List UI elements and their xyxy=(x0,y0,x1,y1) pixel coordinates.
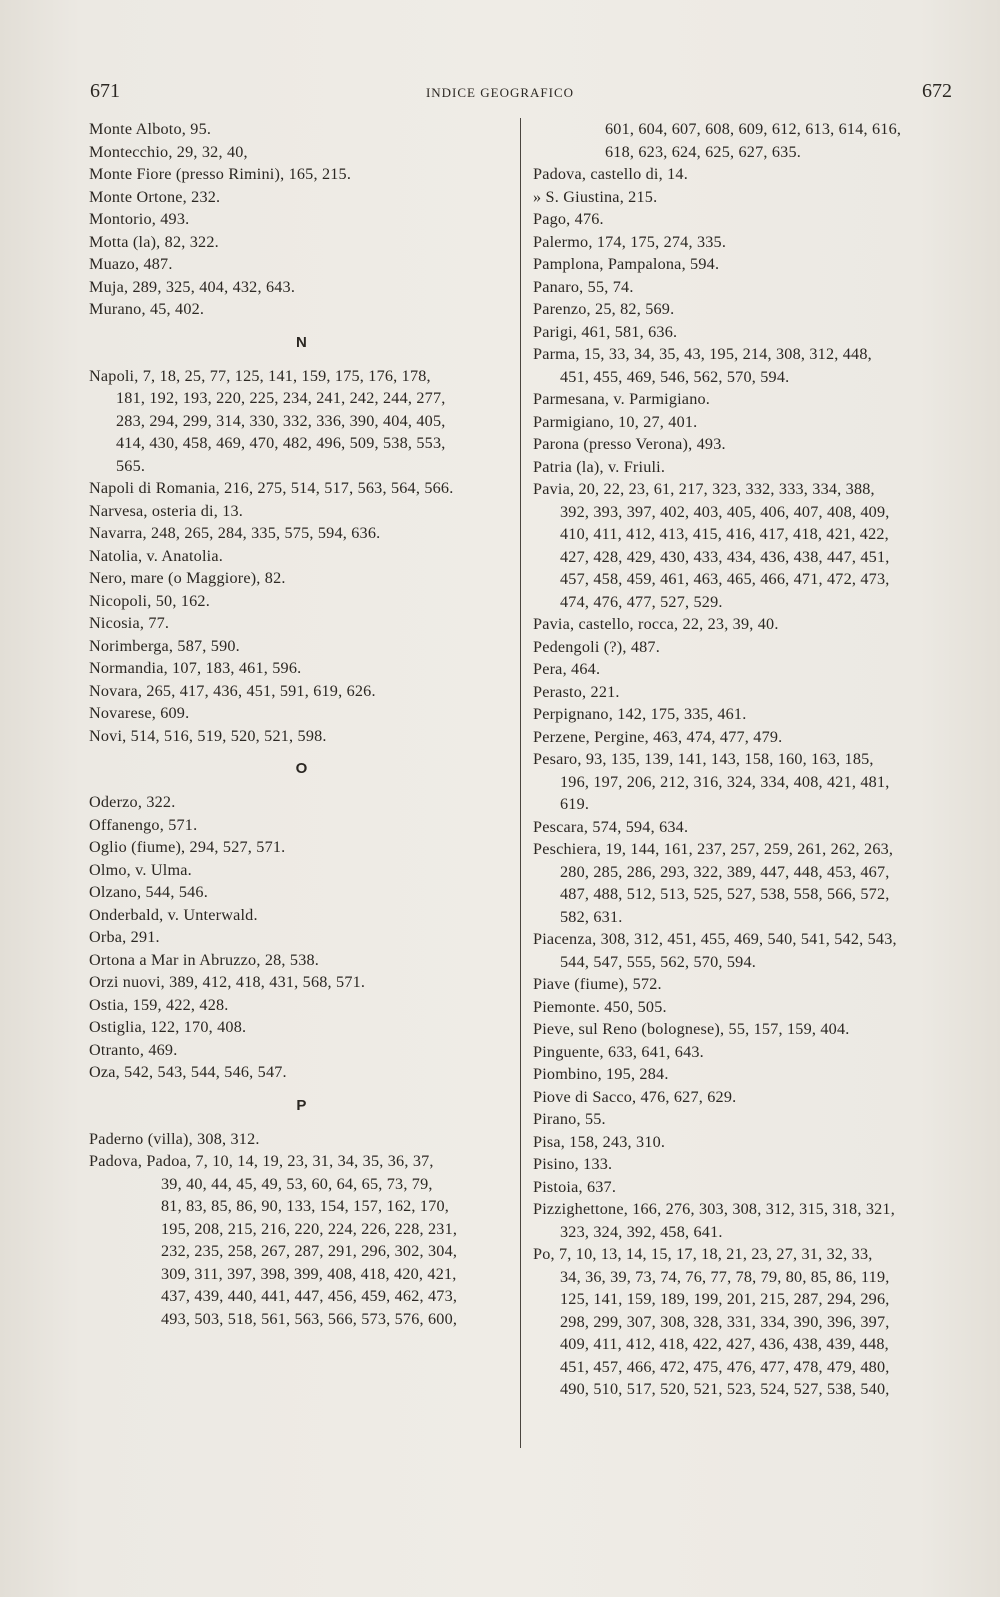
index-entry xyxy=(89,522,514,545)
entry-line: Orzi nuovi, 389, 412, 418, 431, 568, 571. xyxy=(89,973,366,991)
index-entry xyxy=(89,859,514,882)
entry-line: Onderbald, v. Unterwald. xyxy=(89,905,258,924)
entry-line: Panaro, 55, 74. xyxy=(533,277,634,296)
entry-line: Oderzo, 322. xyxy=(89,793,176,811)
section-letter-n: N xyxy=(295,333,308,351)
index-entry xyxy=(89,814,514,837)
entry-line: Pisino, 133. xyxy=(533,1155,613,1173)
index-entry xyxy=(533,838,965,928)
page-number-right: 672 xyxy=(922,80,952,102)
entry-continuation: 487, 488, 512, 513, 525, 527, 538, 558, 566, 572, xyxy=(560,885,890,903)
entry-line: Pavia, 20, 22, 23, 61, 217, 323, 332, 333, 334, 388, xyxy=(533,480,875,498)
entry-line: Po, 7, 10, 13, 14, 15, 17, 18, 21, 23, 27, 31, 32, 33, xyxy=(533,1245,873,1263)
index-entry xyxy=(533,1086,965,1109)
entry-continuation: 196, 197, 206, 212, 316, 324, 334, 408, 421, 481, xyxy=(560,772,890,791)
entry-line: Nicosia, 77. xyxy=(89,614,170,632)
entry-line: Ortona a Mar in Abruzzo, 28, 538. xyxy=(89,950,320,969)
index-entry xyxy=(533,231,965,254)
entry-line: Napoli di Romania, 216, 275, 514, 517, 563, 564, 566. xyxy=(89,479,454,497)
entry-line: Palermo, 174, 175, 274, 335. xyxy=(533,232,727,251)
entry-line: Pedengoli (?), 487. xyxy=(533,637,660,656)
entry-continuation: 451, 457, 466, 472, 475, 476, 477, 478, 479, 480, xyxy=(560,1357,890,1376)
entry-line: Pinguente, 633, 641, 643. xyxy=(533,1042,704,1061)
index-entry xyxy=(533,276,965,299)
index-entry xyxy=(89,971,514,994)
entry-continuation: 392, 393, 397, 402, 403, 405, 406, 407, 408, 409, xyxy=(560,502,890,521)
entry-line: Olmo, v. Ulma. xyxy=(89,860,192,879)
index-entry xyxy=(89,949,514,972)
entry-continuation: 323, 324, 392, 458, 641. xyxy=(560,1222,723,1241)
entry-continuation: 34, 36, 39, 73, 74, 76, 77, 78, 79, 80, 85, 86, 119, xyxy=(560,1267,890,1286)
entry-line: Pizzighettone, 166, 276, 303, 308, 312, 315, 318, 321, xyxy=(533,1200,895,1218)
entry-line: Perasto, 221. xyxy=(533,682,620,701)
entry-line: Offanengo, 571. xyxy=(89,815,198,834)
index-entry xyxy=(89,298,514,321)
entry-line: Piove di Sacco, 476, 627, 629. xyxy=(533,1087,737,1106)
entry-continuation: 427, 428, 429, 430, 433, 434, 436, 438, 447, 451, xyxy=(560,547,890,566)
index-entry xyxy=(89,1150,514,1330)
index-entry xyxy=(89,365,514,478)
entry-continuation: 414, 430, 458, 469, 470, 482, 496, 509, 538, 553, xyxy=(116,434,446,452)
entry-line: Novi, 514, 516, 519, 520, 521, 598. xyxy=(89,726,327,745)
entry-line: Motta (la), 82, 322. xyxy=(89,232,219,251)
index-entry xyxy=(533,1243,965,1401)
index-entry xyxy=(89,1128,514,1151)
entry-continuation: 582, 631. xyxy=(560,907,623,926)
entry-line: » S. Giustina, 215. xyxy=(533,187,658,206)
index-entry xyxy=(533,163,965,186)
entry-line: Paderno (villa), 308, 312. xyxy=(89,1129,260,1148)
entry-line: Pirano, 55. xyxy=(533,1110,606,1128)
index-entry xyxy=(89,836,514,859)
entry-line: Novarese, 609. xyxy=(89,704,190,722)
entry-continuation: 410, 411, 412, 413, 415, 416, 417, 418, 421, 422, xyxy=(560,525,889,543)
entry-line: Piemonte. 450, 505. xyxy=(533,997,667,1016)
running-title: INDICE GEOGRAFICO xyxy=(425,85,575,100)
index-entry xyxy=(89,1016,514,1039)
entry-line: Nicopoli, 50, 162. xyxy=(89,591,210,610)
entry-line: Normandia, 107, 183, 461, 596. xyxy=(89,659,302,677)
entry-line: Muja, 289, 325, 404, 432, 643. xyxy=(89,277,296,296)
index-entry xyxy=(89,186,514,209)
index-entry xyxy=(533,343,965,388)
index-entry xyxy=(89,276,514,299)
index-entry xyxy=(533,816,965,839)
index-entry xyxy=(533,433,965,456)
entry-line: Oglio (fiume), 294, 527, 571. xyxy=(89,838,286,856)
entry-line: Parma, 15, 33, 34, 35, 43, 195, 214, 308, 312, 448, xyxy=(533,345,872,363)
entry-line: Pesaro, 93, 135, 139, 141, 143, 158, 160, 163, 185, xyxy=(533,750,874,768)
entry-continuation: 81, 83, 85, 86, 90, 133, 154, 157, 162, 170, xyxy=(161,1197,450,1215)
index-entry xyxy=(89,612,514,635)
entry-continuation: 474, 476, 477, 527, 529. xyxy=(560,592,723,611)
entry-line: Perzene, Pergine, 463, 474, 477, 479. xyxy=(533,727,783,746)
index-entry xyxy=(533,636,965,659)
index-entry xyxy=(89,657,514,680)
index-entry xyxy=(533,1176,965,1199)
entry-line: Pera, 464. xyxy=(533,660,601,678)
index-entry xyxy=(89,926,514,949)
entry-line: Parona (presso Verona), 493. xyxy=(533,435,726,453)
index-entry xyxy=(89,477,514,500)
index-entry xyxy=(533,388,965,411)
entry-line: Montorio, 493. xyxy=(89,210,190,228)
index-entry xyxy=(89,500,514,523)
entry-continuation: 195, 208, 215, 216, 220, 224, 226, 228, 231, xyxy=(161,1219,458,1238)
index-entry xyxy=(533,1108,965,1131)
entry-line: Parenzo, 25, 82, 569. xyxy=(533,300,675,318)
index-entry xyxy=(89,567,514,590)
index-entry xyxy=(533,973,965,996)
index-entry xyxy=(89,994,514,1017)
index-entry xyxy=(533,478,965,613)
index-entry xyxy=(89,725,514,748)
entry-line: Pieve, sul Reno (bolognese), 55, 157, 159, 404. xyxy=(533,1020,850,1038)
index-entry xyxy=(533,681,965,704)
index-entry xyxy=(89,163,514,186)
index-entry xyxy=(533,298,965,321)
index-entry xyxy=(533,186,965,209)
index-entry xyxy=(89,545,514,568)
entry-continuation: 565. xyxy=(116,456,146,475)
index-entry xyxy=(533,996,965,1019)
index-entry xyxy=(533,1041,965,1064)
entry-continuation: 283, 294, 299, 314, 330, 332, 336, 390, 404, 405, xyxy=(116,411,446,430)
index-entry xyxy=(89,141,514,164)
entry-line: Nero, mare (o Maggiore), 82. xyxy=(89,569,286,587)
entry-continuation: 39, 40, 44, 45, 49, 53, 60, 64, 65, 73, 79, xyxy=(161,1174,433,1193)
index-entry xyxy=(533,726,965,749)
entry-line: Parmigiano, 10, 27, 401. xyxy=(533,412,698,431)
index-entry xyxy=(533,658,965,681)
entry-line: Perpignano, 142, 175, 335, 461. xyxy=(533,705,747,723)
column-divider xyxy=(520,118,521,1448)
index-entry xyxy=(89,680,514,703)
index-entry xyxy=(533,456,965,479)
index-entry xyxy=(533,411,965,434)
entry-line: Patria (la), v. Friuli. xyxy=(533,457,666,476)
entry-line: Norimberga, 587, 590. xyxy=(89,636,240,655)
entry-continuation: 451, 455, 469, 546, 562, 570, 594. xyxy=(560,367,790,386)
entry-line: Pistoia, 637. xyxy=(533,1177,617,1196)
entry-continuation: 618, 623, 624, 625, 627, 635. xyxy=(605,142,802,161)
entry-line: Pescara, 574, 594, 634. xyxy=(533,817,689,836)
index-column-left xyxy=(89,118,514,1330)
page-header xyxy=(0,80,1000,108)
entry-line: Monte Ortone, 232. xyxy=(89,187,221,206)
index-entry xyxy=(89,881,514,904)
entry-line: Narvesa, osteria di, 13. xyxy=(89,501,244,520)
entry-continuation: 280, 285, 286, 293, 322, 389, 447, 448, 453, 467, xyxy=(560,862,890,881)
entry-line: Otranto, 469. xyxy=(89,1040,178,1059)
index-entry xyxy=(533,253,965,276)
entry-line: Oza, 542, 543, 544, 546, 547. xyxy=(89,1063,287,1081)
index-entry xyxy=(533,1153,965,1176)
index-entry xyxy=(533,613,965,636)
entry-line: Natolia, v. Anatolia. xyxy=(89,546,223,565)
index-entry xyxy=(89,231,514,254)
entry-line: Napoli, 7, 18, 25, 77, 125, 141, 159, 175, 176, 178, xyxy=(89,366,431,385)
entry-line: Ostiglia, 122, 170, 408. xyxy=(89,1018,247,1036)
index-entry xyxy=(89,590,514,613)
entry-line: Muazo, 487. xyxy=(89,255,173,273)
index-entry xyxy=(89,208,514,231)
entry-continuation: 544, 547, 555, 562, 570, 594. xyxy=(560,952,757,971)
entry-line: Pamplona, Pampalona, 594. xyxy=(533,255,720,273)
entry-continuation: 601, 604, 607, 608, 609, 612, 613, 614, 616, xyxy=(605,120,902,138)
section-letter-o: O xyxy=(295,760,308,777)
entry-line: Ostia, 159, 422, 428. xyxy=(89,995,229,1014)
entry-line: Navarra, 248, 265, 284, 335, 575, 594, 636. xyxy=(89,524,381,542)
entry-continuation: 232, 235, 258, 267, 287, 291, 296, 302, 304, xyxy=(161,1242,458,1260)
index-entry xyxy=(89,253,514,276)
entry-line: Parigi, 461, 581, 636. xyxy=(533,322,678,341)
entry-continuation: 409, 411, 412, 418, 422, 427, 436, 438, 439, 448, xyxy=(560,1335,889,1353)
index-entry xyxy=(89,635,514,658)
index-entry xyxy=(533,1198,965,1243)
entry-continuation: 181, 192, 193, 220, 225, 234, 241, 242, 244, 277, xyxy=(116,389,446,407)
entry-continuation: 298, 299, 307, 308, 328, 331, 334, 390, 396, 397, xyxy=(560,1312,890,1331)
entry-continuation: 490, 510, 517, 520, 521, 523, 524, 527, 538, 540, xyxy=(560,1380,890,1398)
entry-continuation: 309, 311, 397, 398, 399, 408, 418, 420, 421, xyxy=(161,1264,457,1283)
page-number-left: 671 xyxy=(90,80,120,102)
entry-line: Parmesana, v. Parmigiano. xyxy=(533,390,711,408)
entry-line: Orba, 291. xyxy=(89,928,160,946)
entry-line: Piacenza, 308, 312, 451, 455, 469, 540, 541, 542, 543, xyxy=(533,930,897,948)
entry-line: Piave (fiume), 572. xyxy=(533,975,662,993)
entry-line: Padova, Padoa, 7, 10, 14, 19, 23, 31, 34, 35, 36, 37, xyxy=(89,1152,434,1170)
index-entry xyxy=(89,1061,514,1084)
index-entry xyxy=(89,702,514,725)
index-entry xyxy=(89,904,514,927)
index-entry xyxy=(533,1063,965,1086)
index-column-right xyxy=(533,118,965,1401)
entry-line: Pavia, castello, rocca, 22, 23, 39, 40. xyxy=(533,615,779,633)
entry-line: Piombino, 195, 284. xyxy=(533,1065,669,1083)
entry-line: Padova, castello di, 14. xyxy=(533,165,688,183)
entry-line: Pisa, 158, 243, 310. xyxy=(533,1132,666,1151)
entry-line: Montecchio, 29, 32, 40, xyxy=(89,142,248,161)
entry-continuation: 493, 503, 518, 561, 563, 566, 573, 576, 600, xyxy=(161,1309,458,1328)
entry-continuation: 457, 458, 459, 461, 463, 465, 466, 471, 472, 473, xyxy=(560,570,890,588)
index-entry xyxy=(533,1131,965,1154)
index-entry xyxy=(533,703,965,726)
index-entry xyxy=(89,791,514,814)
entry-continued xyxy=(533,118,965,163)
entry-line: Novara, 265, 417, 436, 451, 591, 619, 626. xyxy=(89,681,376,700)
index-entry xyxy=(533,928,965,973)
entry-line: Peschiera, 19, 144, 161, 237, 257, 259, 261, 262, 263, xyxy=(533,840,894,858)
entry-line: Monte Alboto, 95. xyxy=(89,120,212,138)
entry-continuation: 619. xyxy=(560,795,590,813)
entry-line: Olzano, 544, 546. xyxy=(89,883,208,901)
entry-continuation: 125, 141, 159, 189, 199, 201, 215, 287, 294, 296, xyxy=(560,1290,890,1308)
index-entry xyxy=(533,208,965,231)
entry-line: Pago, 476. xyxy=(533,210,604,228)
index-entry xyxy=(533,748,965,816)
index-entry xyxy=(89,1039,514,1062)
index-entry xyxy=(89,118,514,141)
index-entry xyxy=(533,321,965,344)
entry-line: Murano, 45, 402. xyxy=(89,300,205,318)
index-entry xyxy=(533,1018,965,1041)
section-letter-p: P xyxy=(296,1096,307,1114)
entry-line: Monte Fiore (presso Rimini), 165, 215. xyxy=(89,165,352,183)
entry-continuation: 437, 439, 440, 441, 447, 456, 459, 462, 473, xyxy=(161,1287,458,1305)
